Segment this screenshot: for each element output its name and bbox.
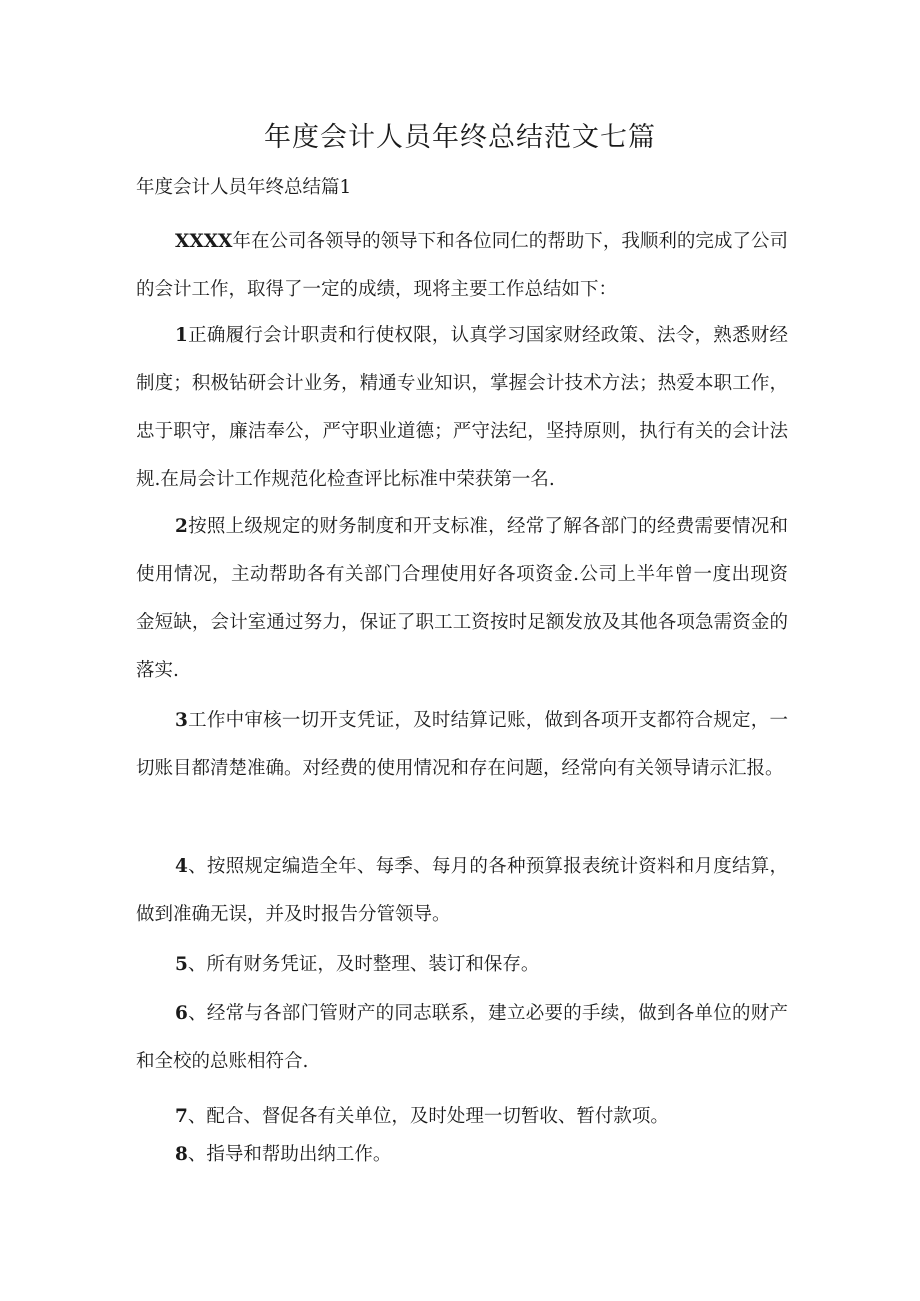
item-paragraph-8 (136, 1131, 788, 1179)
item-number: 1 (175, 325, 188, 346)
item-number: 6 (175, 1003, 188, 1024)
item-text: 、配合、督促各有关单位，及时处理一切暂收、暂付款项。 (187, 1106, 669, 1127)
section-heading: 年度会计人员年终总结篇1 (136, 177, 352, 198)
item-paragraph-5 (136, 941, 788, 989)
item-number: 3 (175, 710, 188, 731)
item-number: 4 (175, 856, 188, 877)
item-text: 工作中审核一切开支凭证，及时结算记账，做到各项开支都符合规定，一切账目都清楚准确。对经费的使用情况和存在问题，经常向有关领导请示汇报。 (136, 710, 788, 779)
item-text: 、所有财务凭证，及时整理、装订和保存。 (187, 954, 540, 975)
intro-paragraph (136, 218, 788, 314)
item-paragraph-1 (136, 312, 788, 504)
item-paragraph-2 (136, 503, 788, 695)
item-number: 5 (175, 954, 188, 975)
item-text: 、经常与各部门管财产的同志联系，建立必要的手续，做到各单位的财产和全校的总账相符合. (136, 1003, 788, 1072)
item-text: 、指导和帮助出纳工作。 (187, 1144, 392, 1165)
intro-prefix: XXXX (175, 231, 233, 252)
item-paragraph-4 (136, 843, 788, 939)
item-number: 2 (175, 516, 188, 537)
item-number: 7 (175, 1106, 188, 1127)
intro-text: 年在公司各领导的领导下和各位同仁的帮助下，我顺利的完成了公司的会计工作，取得了一定的成绩，现将主要工作总结如下： (136, 231, 788, 300)
item-paragraph-6 (136, 990, 788, 1086)
item-text: 正确履行会计职责和行使权限，认真学习国家财经政策、法令，熟悉财经制度；积极钻研会计业务，精通专业知识，掌握会计技术方法；热爱本职工作，忠于职守，廉洁奉公，严守职业道德；严守法纪，坚持原则，执行有关的会计法规.在局会计工作规范化检查评比标准中荣获第一名. (136, 325, 788, 490)
item-paragraph-3 (136, 697, 788, 793)
item-text: 按照上级规定的财务制度和开支标准，经常了解各部门的经费需要情况和使用情况，主动帮助各有关部门合理使用好各项资金.公司上半年曾一度出现资金短缺，会计室通过努力，保证了职工工资按时足额发放及其他各项急需资金的落实. (136, 516, 788, 681)
document-title: 年度会计人员年终总结范文七篇 (264, 122, 656, 153)
item-number: 8 (175, 1144, 188, 1165)
item-text: 、按照规定编造全年、每季、每月的各种预算报表统计资料和月度结算，做到准确无误，并及时报告分管领导。 (136, 856, 788, 925)
